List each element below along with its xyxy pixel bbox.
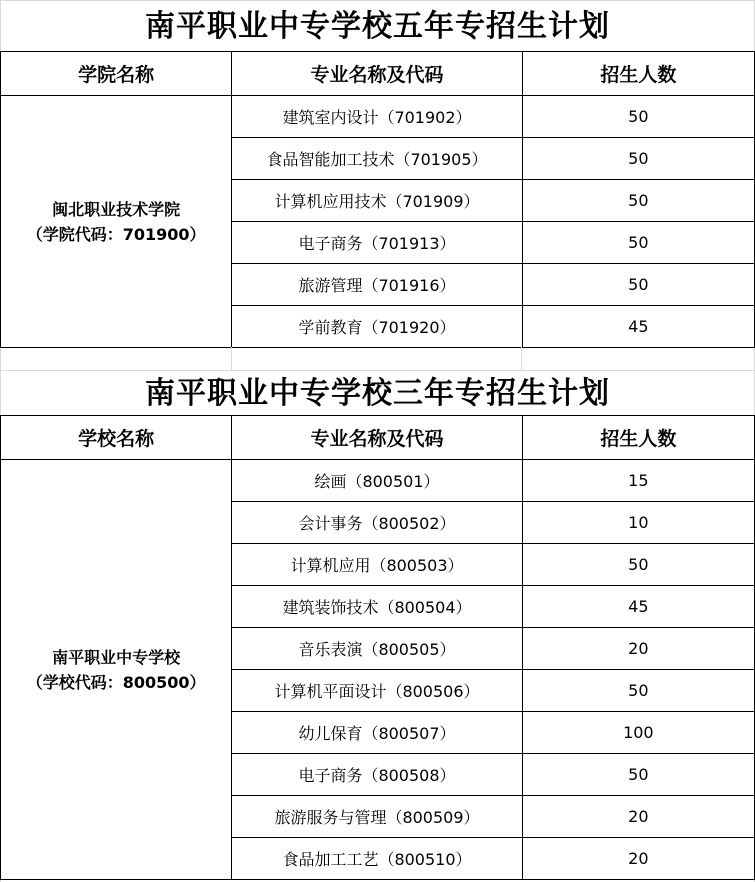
school-cell bbox=[1, 460, 232, 880]
school-code: （学校代码：800500） bbox=[26, 672, 206, 692]
count-cell: 100 bbox=[522, 712, 754, 754]
count-cell: 20 bbox=[522, 628, 754, 670]
major-cell: 建筑室内设计（701902） bbox=[232, 96, 522, 138]
major-cell: 电子商务（800508） bbox=[232, 754, 522, 796]
major-cell: 旅游服务与管理（800509） bbox=[232, 796, 522, 838]
five-year-plan-table bbox=[0, 51, 755, 348]
major-cell: 音乐表演（800505） bbox=[232, 628, 522, 670]
count-cell: 50 bbox=[522, 544, 754, 586]
major-cell: 电子商务（701913） bbox=[232, 222, 522, 264]
count-cell: 45 bbox=[522, 586, 754, 628]
count-cell: 50 bbox=[522, 222, 754, 264]
count-cell: 50 bbox=[522, 96, 754, 138]
table-header-row bbox=[1, 416, 755, 460]
school-name: 南平职业中专学校 bbox=[52, 647, 181, 667]
major-cell: 绘画（800501） bbox=[232, 460, 522, 502]
header-enrollment-count: 招生人数 bbox=[522, 52, 754, 96]
header-major-name: 专业名称及代码 bbox=[232, 52, 522, 96]
sheet-gridline bbox=[0, 0, 755, 1]
count-cell: 45 bbox=[522, 306, 754, 348]
count-cell: 50 bbox=[522, 180, 754, 222]
major-cell: 学前教育（701920） bbox=[232, 306, 522, 348]
sheet-gridline bbox=[521, 347, 522, 371]
count-cell: 15 bbox=[522, 460, 754, 502]
count-cell: 20 bbox=[522, 838, 754, 880]
major-cell: 计算机应用（800503） bbox=[232, 544, 522, 586]
school-code: （学院代码：701900） bbox=[26, 224, 206, 244]
major-cell: 计算机平面设计（800506） bbox=[232, 670, 522, 712]
major-cell: 食品智能加工技术（701905） bbox=[232, 138, 522, 180]
count-cell: 20 bbox=[522, 796, 754, 838]
count-cell: 50 bbox=[522, 138, 754, 180]
header-enrollment-count: 招生人数 bbox=[522, 416, 754, 460]
count-cell: 50 bbox=[522, 754, 754, 796]
header-school-name: 学校名称 bbox=[1, 416, 232, 460]
count-cell: 10 bbox=[522, 502, 754, 544]
three-year-plan-table bbox=[0, 415, 755, 880]
table-header-row bbox=[1, 52, 755, 96]
sheet-gridline bbox=[231, 347, 232, 371]
header-major-name: 专业名称及代码 bbox=[232, 416, 522, 460]
count-cell: 50 bbox=[522, 264, 754, 306]
three-year-plan-title: 南平职业中专学校三年专招生计划 bbox=[145, 376, 610, 411]
sheet-gridline bbox=[0, 370, 755, 371]
school-cell bbox=[1, 96, 232, 348]
major-cell: 旅游管理（701916） bbox=[232, 264, 522, 306]
school-name: 闽北职业技术学院 bbox=[52, 199, 181, 219]
count-cell: 50 bbox=[522, 670, 754, 712]
five-year-plan-title: 南平职业中专学校五年专招生计划 bbox=[145, 9, 610, 44]
major-cell: 幼儿保育（800507） bbox=[232, 712, 522, 754]
major-cell: 食品加工工艺（800510） bbox=[232, 838, 522, 880]
major-cell: 计算机应用技术（701909） bbox=[232, 180, 522, 222]
table-row bbox=[1, 460, 755, 502]
table-row bbox=[1, 96, 755, 138]
major-cell: 建筑装饰技术（800504） bbox=[232, 586, 522, 628]
major-cell: 会计事务（800502） bbox=[232, 502, 522, 544]
header-school-name: 学院名称 bbox=[1, 52, 232, 96]
